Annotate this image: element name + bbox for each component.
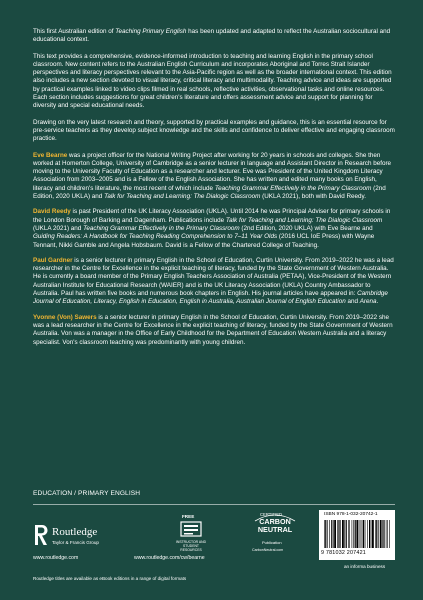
barcode-bar (346, 520, 347, 548)
author-bio (33, 208, 395, 249)
publication-title: Teaching Grammar Effectively in the Primary Classroom (83, 224, 240, 232)
barcode-bar (338, 520, 339, 548)
barcode-bar (331, 520, 332, 548)
publication-title: Cambridge Journal of Education, Literacy, English in Education, English in Australia, Australian Journal of English Education (33, 290, 388, 306)
barcode-bar (375, 520, 376, 548)
barcode-bar (353, 520, 354, 548)
bio-text: (2016 UCL IoE Press) with Wayne Tennant, Nikki Gamble and Angela Hobsbaum. David is a Fellow of the Chartered College of Teaching. (33, 233, 375, 249)
barcode-bar (329, 520, 330, 548)
author-bio (33, 257, 395, 307)
description-paragraph (33, 53, 395, 111)
barcode-bar (352, 520, 353, 548)
barcode-bar (380, 520, 382, 548)
publication-title: Talk for Teaching and Learning: The Dialogic Classroom (104, 193, 261, 201)
bio-text: is past President of the UK Literacy Association (UKLA). Until 2014 he was Principal Adviser for primary schools in the London Borough of Barking and Dagenham. Publications include (33, 208, 391, 224)
barcode-bar (344, 520, 345, 548)
barcode-bar (372, 520, 374, 548)
barcode-bar (325, 520, 326, 548)
barcode-bar (365, 520, 366, 548)
author-bio (33, 152, 395, 202)
barcode-digits: 9 781032 207421 (321, 550, 366, 556)
bio-text: (UKLA 2021), both with David Reedy. (260, 193, 366, 201)
barcode-bar (371, 520, 372, 548)
ebook-note: Routledge titles are available as eBook editions in a range of digital formats (33, 576, 187, 581)
barcode-bar (369, 520, 370, 548)
carbon-neutral-url: CarbonNeutral.com (252, 548, 284, 552)
bio-text: (UKLA 2021) and (33, 224, 84, 232)
publisher-url[interactable]: www.routledge.com (33, 555, 79, 561)
free-resources-badge (168, 514, 214, 552)
isbn-number: ISBN 978-1-032-20742-1 (324, 512, 378, 517)
bio-text: and (345, 298, 360, 306)
paragraph-text: This text provides a comprehensive, evidence-informed introduction to teaching and learning English in the primary school classroom. New content refers to the Australian English Curriculum and incorporates Aboriginal and Torres Strait Islander perspectives and literacy perspectives relevant to the Asia-Pacific region as well as the broader international context. This edition also includes a new section devoted to visual literacy, critical literacy and multimodality. Teaching advice and ideas are supported by practical examples linked to video clips filmed in real schools, reflective activities, observational tasks and online resources. Each section includes suggestions for great children's literature and offers assessment advice and support for planning for diversity and special educational needs. (33, 52, 392, 110)
author-name: Paul Gardner (33, 256, 73, 264)
barcode-bar (324, 520, 325, 548)
carbon-certified-label: CERTIFIED (260, 512, 283, 517)
back-cover-text (33, 28, 395, 354)
barcode-bar (361, 520, 362, 548)
author-name: Yvonne (Von) Sawers (33, 313, 97, 321)
carbon-neutral-badge (248, 512, 302, 558)
description-paragraph (33, 119, 395, 144)
barcode-bar (376, 520, 377, 548)
bio-text: is a senior lecturer in primary English in the School of Education, Curtin University. From 2019–2022 she was a lead researcher in the Centre for Excellence in the explicit teaching of literacy, funded by the State Government of Western Australia. Von was a manager in the Office of Early Childhood for the Department of Education Western Australia and a literacy specialist. Von's classroom teaching was predominantly with young children. (33, 313, 393, 346)
barcode-bar (378, 520, 379, 548)
informa-tagline: an informa business (344, 564, 386, 569)
carbon-neutral-wordmark: CARBON NEUTRAL (257, 517, 293, 534)
description-paragraph (33, 28, 395, 45)
author-bio (33, 314, 395, 347)
publication-title: Talk for Teaching and Learning: The Dialogic Classroom (225, 216, 383, 224)
companion-website-url[interactable]: www.routledge.com/cw/bearne (134, 555, 205, 561)
book-title: Teaching Primary English (115, 28, 187, 35)
bio-text: (2nd Edition, 2020 UKLA) with Eve Bearne and (239, 224, 373, 232)
barcode-bar (333, 520, 334, 548)
bio-text: (2nd Edition, 2020 UKLA) and (33, 184, 386, 201)
paragraph-text: has been updated and adapted to reflect the Australian sociocultural and educational context. (33, 28, 391, 44)
barcode-bar (348, 520, 349, 548)
barcode-icon (324, 520, 390, 548)
barcode-bar (359, 520, 360, 548)
footer (0, 510, 423, 600)
publication-title: Guiding Readers: A Handbook for Teaching Reading Comprehension to 7–11 Year Olds (33, 233, 278, 241)
barcode-bar (337, 520, 338, 548)
barcode-bar (383, 520, 384, 548)
publication-title: Arena (359, 298, 377, 306)
free-resources-text: INSTRUCTOR AND STUDENT RESOURCES (175, 540, 207, 552)
barcode-bar (367, 520, 368, 548)
publication-title: Teaching Grammar Effectively in the Primary Classroom (214, 184, 372, 192)
barcode-bar (386, 520, 387, 548)
barcode-bar (334, 520, 336, 548)
barcode-bar (389, 520, 390, 548)
barcode-bar (387, 520, 388, 548)
subject-category: EDUCATION / PRIMARY ENGLISH (33, 490, 141, 497)
bio-text: . (376, 298, 379, 306)
barcode-bar (342, 520, 344, 548)
free-label: FREE (182, 514, 195, 519)
barcode-bar (382, 520, 383, 548)
carbon-publication-label: Publication (262, 540, 282, 545)
resources-stack-icon (180, 520, 202, 538)
paragraph-text: This first Australian edition of (33, 28, 116, 35)
barcode-bar (356, 520, 358, 548)
barcode-bar (363, 520, 364, 548)
barcode-bar (327, 520, 328, 548)
author-name: David Reedy (33, 208, 71, 216)
barcode-bar (362, 520, 363, 548)
barcode-bar (340, 520, 341, 548)
bio-text: was a project officer for the National Writing Project after working for 20 years in schools and colleges. She then worked at Homerton College, University of Cambridge as a senior lecturer in language and Assistant Director in Research before moving to the University Faculty of Education as a researcher and lecturer. Eve was President of the United Kingdom Literacy Association from 2003–2005 and is a Fellow of the English Association. She has written and edited many books on English, literacy and children's literature, the most recent of which include (33, 151, 392, 192)
author-name: Eve Bearne (33, 151, 68, 159)
author-bios (33, 152, 395, 347)
publisher-name: Routledge (52, 526, 98, 538)
routledge-r-icon (33, 524, 49, 546)
paragraph-text: Drawing on the very latest research and theory, supported by practical examples and guidance, this is an essential resource for pre-service teachers as they develop subject knowledge and the skills and confidence to deliver effective and engaging classroom practice. (33, 118, 395, 143)
barcode-bar (349, 520, 350, 548)
publisher-group: Taylor & Francis Group (52, 540, 99, 545)
bio-text: is a senior lecturer in primary English in the School of Education, Curtin University. From 2019–2022 he was a lead researcher in the Centre for Excellence in the explicit teaching of literacy, funded by the State Government of Western Australia. He is currently a board member of the Primary English Teachers Association of Australia (PETAA), Vice-President of the Western Australian Institute for Educational Research (WAIER) and is the UK Literacy Association (UKLA) Country Ambassador to Australia. Paul has written five books and numerous book chapters in English. His journal articles have appeared in: (33, 256, 394, 298)
isbn-barcode (319, 510, 395, 560)
description-paragraphs (33, 28, 395, 144)
divider (33, 504, 395, 505)
barcode-bar (355, 520, 356, 548)
